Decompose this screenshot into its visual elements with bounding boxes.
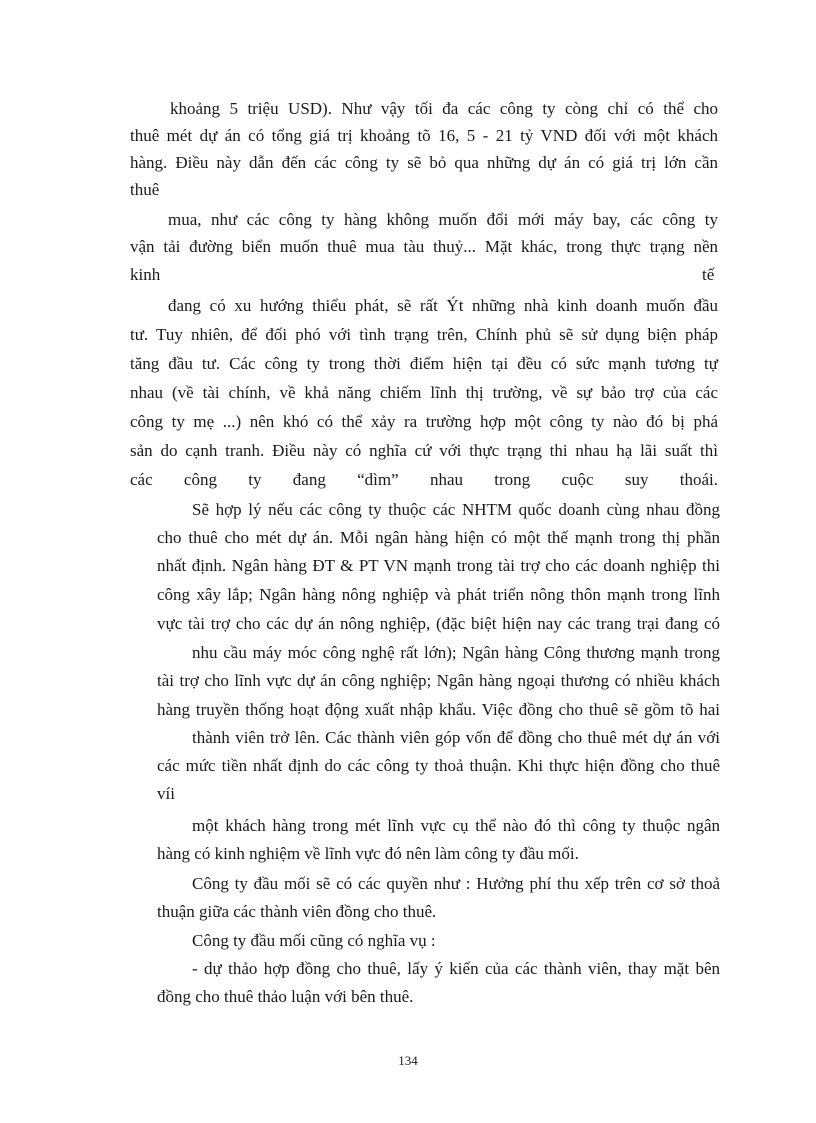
text-line: víi — [157, 784, 175, 803]
text-line: thành viên trở lên. Các thành viên góp vốn để đồng cho thuê mét dự án với — [192, 728, 720, 747]
text-line: hàng có kinh nghiệm về lĩnh vực đó nên làm công ty đầu mối. — [157, 844, 579, 863]
text-line: nhau (về tài chính, về khả năng chiếm lĩnh thị trường, về sự bảo trợ của các — [130, 383, 718, 402]
text-line: các công ty đang “dìm” nhau trong cuộc suy thoái. — [130, 470, 718, 489]
text-line: kinh — [130, 265, 161, 284]
text-line: thuê — [130, 180, 160, 199]
text-line: tế — [702, 265, 715, 284]
page-number: 134 — [398, 1053, 418, 1068]
text-line: công ty mẹ ...) nên khó có thể xảy ra trường hợp một công ty nào đó bị phá — [130, 412, 718, 431]
text-line: thuê mét dự án có tổng giá trị khoảng tõ 16, 5 - 21 tỷ VND đối với một khách — [130, 126, 718, 145]
text-line: mua, như các công ty hàng không muốn đổi mới máy bay, các công ty — [168, 210, 718, 229]
text-line: tài trợ cho lĩnh vực dự án công nghiệp; Ngân hàng ngoại thương có nhiều khách — [157, 671, 720, 690]
text-line: nhu cầu máy móc công nghệ rất lớn); Ngân hàng Công thương mạnh trong — [192, 643, 720, 662]
text-line: đang có xu hướng thiểu phát, sẽ rất Ýt những nhà kinh doanh muốn đầu — [168, 296, 718, 315]
text-line: đồng cho thuê thảo luận với bên thuê. — [157, 987, 414, 1006]
text-line: Công ty đầu mối cũng có nghĩa vụ : — [192, 931, 436, 950]
text-line: tư. Tuy nhiên, để đối phó với tình trạng trên, Chính phủ sẽ sử dụng biện pháp — [130, 325, 718, 344]
text-line: một khách hàng trong mét lĩnh vực cụ thể nào đó thì công ty thuộc ngân — [192, 816, 720, 835]
text-line: hàng. Điều này dẫn đến các công ty sẽ bỏ qua những dự án có giá trị lớn cần — [130, 153, 718, 172]
text-line: vực tài trợ cho các dự án nông nghiệp, (đặc biệt hiện nay các trang trại đang có — [157, 614, 720, 633]
text-line: Công ty đầu mối sẽ có các quyền như : Hưởng phí thu xếp trên cơ sở thoả — [192, 874, 720, 893]
text-line: sản do cạnh tranh. Điều này có nghĩa cứ với thực trạng thi nhau hạ lãi suất thì — [130, 441, 718, 460]
text-line: hàng truyền thống hoạt động xuất nhập khẩu. Việc đồng cho thuê sẽ gồm tõ hai — [157, 700, 720, 719]
text-line: thuận giữa các thành viên đồng cho thuê. — [157, 902, 437, 921]
text-line: Sẽ hợp lý nếu các công ty thuộc các NHTM quốc doanh cùng nhau đồng — [192, 500, 720, 519]
text-line: - dự thảo hợp đồng cho thuê, lấy ý kiến của các thành viên, thay mặt bên — [192, 959, 720, 978]
text-line: tăng đầu tư. Các công ty trong thời điểm hiện tại đều có sức mạnh tương tự — [130, 354, 718, 373]
text-line: các mức tiền nhất định do các công ty thoả thuận. Khi thực hiện đồng cho thuê — [157, 756, 720, 775]
text-line: công xây lắp; Ngân hàng nông nghiệp và phát triển nông thôn mạnh trong lĩnh — [157, 585, 720, 604]
text-line: nhất định. Ngân hàng ĐT & PT VN mạnh trong tài trợ cho các doanh nghiệp thi — [157, 556, 720, 575]
text-line: cho thuê cho mét dự án. Mỗi ngân hàng hiện có một thế mạnh trong thị phần — [157, 528, 720, 547]
text-line: khoảng 5 triệu USD). Như vậy tối đa các công ty còng chỉ có thể cho — [170, 99, 718, 118]
text-line: vận tải đường biển muốn thuê mua tàu thuỷ... Mặt khác, trong thực trạng nền — [130, 237, 718, 256]
